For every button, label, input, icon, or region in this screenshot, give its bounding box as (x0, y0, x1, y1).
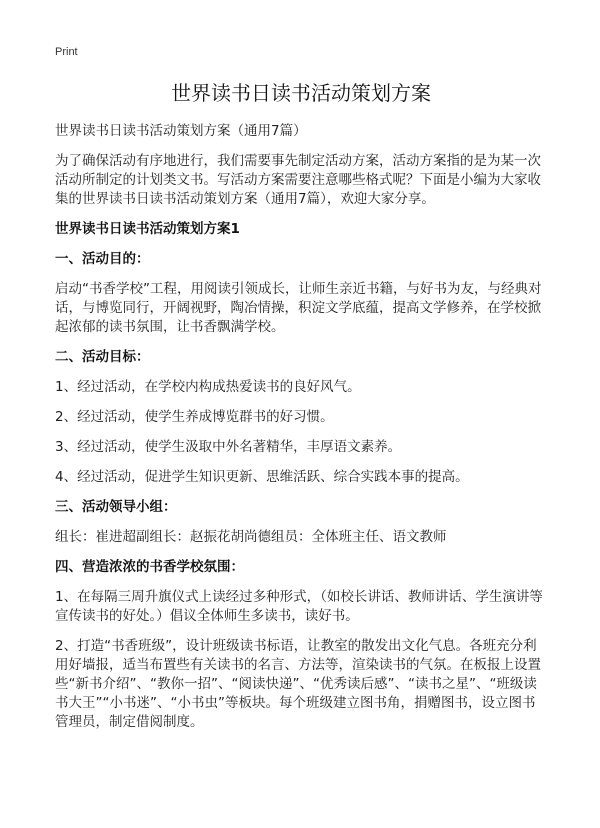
paragraph: 1、经过活动，在学校内构成热爱读书的良好风气。 (55, 379, 361, 395)
paragraph: 世界读书日读书活动策划方案（通用7篇） (55, 123, 307, 139)
document-content (55, 122, 547, 732)
document-body (55, 80, 547, 743)
section-heading: 一、活动目的： (55, 251, 150, 267)
section-heading: 三、活动领导小组： (55, 499, 177, 515)
document-title: 世界读书日读书活动策划方案 (171, 81, 431, 105)
paragraph: 组长：崔进超副组长：赵振花胡尚德组员：全体班主任、语文教师 (55, 529, 447, 545)
paragraph: 3、经过活动，使学生汲取中外名著精华，丰厚语文素养。 (55, 439, 402, 455)
paragraph: 启动“书香学校”工程，用阅读引领成长，让师生亲近书籍，与好书为友，与经典对话，与博览同行，开阔视野，陶冶情操，积淀文学底蕴，提高文学修养，在学校掀起浓郁的读书氛围，让书香飘满学校。 (55, 281, 542, 335)
paragraph: 2、经过活动，使学生养成博览群书的好习惯。 (55, 409, 334, 425)
paragraph: 4、经过活动，促进学生知识更新、思维活跃、综合实践本事的提高。 (55, 469, 469, 485)
print-link[interactable]: Print (55, 46, 78, 58)
section-heading: 世界读书日读书活动策划方案1 (55, 221, 240, 237)
paragraph: 2、打造“书香班级”，设计班级读书标语，让教室的散发出文化气息。各班充分利用好墙报，适当布置些有关读书的名言、方法等，渲染读书的气氛。在板报上设置些“新书介绍”、“教你一招”、“阅读快递”、“优秀读后感”、“读书之星”、“班级读书大王”“小书迷”、“小书虫”等板块。每个班级建立图书角，捐赠图书，设立图书管理员，制定借阅制度。 (55, 638, 541, 730)
section-heading: 四、营造浓浓的书香学校氛围： (55, 559, 244, 575)
section-heading: 二、活动目标： (55, 349, 150, 365)
paragraph: 1、在每隔三周升旗仪式上读经过多种形式，（如校长讲话、教师讲话、学生演讲等宣传读书的好处。）倡议全体师生多读书，读好书。 (55, 589, 543, 624)
paragraph: 为了确保活动有序地进行，我们需要事先制定活动方案，活动方案指的是为某一次活动所制定的计划类文书。写活动方案需要注意哪些格式呢？下面是小编为大家收集的世界读书日读书活动策划方案（通用7篇），欢迎大家分享。 (55, 153, 541, 207)
